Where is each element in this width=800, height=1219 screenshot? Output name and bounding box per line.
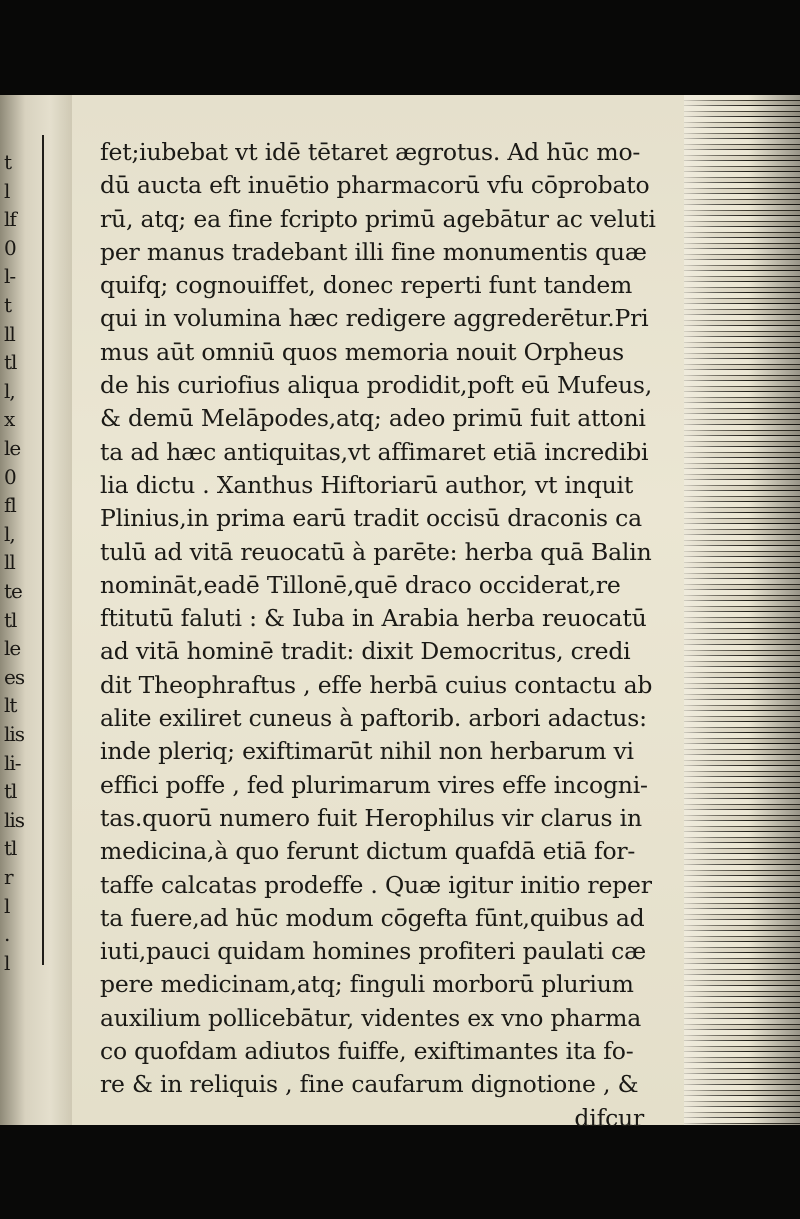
gutter-shadow xyxy=(684,95,800,1125)
facing-page-fragment: r xyxy=(4,865,13,889)
facing-page-fragment: l- xyxy=(4,264,16,289)
text-line: de his curiofius aliqua prodidit,poft eū Mufeus, xyxy=(100,371,653,400)
facing-page-fragment: ll xyxy=(4,321,15,346)
facing-page-fragment: lis xyxy=(4,807,25,832)
facing-page-fragment: 0 xyxy=(4,235,16,260)
facing-page-fragment: l, xyxy=(4,378,15,403)
text-line: nomināt,eadē Tillonē,quē draco occiderat,re xyxy=(100,570,621,599)
text-line: tas.quorū numero fuit Herophilus vir clarus in xyxy=(100,803,642,832)
facing-page-fragment: ll xyxy=(4,550,15,575)
facing-page-fragment: te xyxy=(4,579,22,603)
facing-page-fragment: le xyxy=(4,636,21,661)
text-line: alite exiliret cuneus à paftorib. arbori adactus: xyxy=(100,704,647,733)
facing-page-fragment: lt xyxy=(4,693,17,718)
catchword: difcur xyxy=(574,1103,644,1132)
text-line: re & in reliquis , fine caufarum dignotione , & xyxy=(100,1070,639,1099)
facing-page-fragment: x xyxy=(4,407,15,432)
facing-page-fragment: tl xyxy=(4,779,17,804)
scan-bottom-border xyxy=(0,1125,800,1219)
facing-page-fragment: tl xyxy=(4,836,17,861)
facing-page-rule xyxy=(42,135,44,965)
latin-text-body xyxy=(100,136,700,1135)
text-line: taffe calcatas prodeffe . Quæ igitur initio reper xyxy=(100,870,652,899)
facing-page-fragment: lis xyxy=(4,722,25,746)
text-line: co quofdam adiutos fuiffe, exiftimantes ita fo- xyxy=(100,1037,634,1066)
facing-page-fragment: tl xyxy=(4,607,17,632)
facing-page-fragment: l xyxy=(4,950,10,975)
text-line: fet;iubebat vt idē tētaret ægrotus. Ad hūc mo- xyxy=(100,138,641,166)
facing-page-fragment: l, xyxy=(4,521,15,546)
text-line: qui in volumina hæc redigere aggrederētur.Pri xyxy=(100,304,649,333)
facing-page-fragment: fl xyxy=(4,493,16,518)
scan-top-border xyxy=(0,0,800,95)
text-line: & demū Melāpodes,atq; adeo primū fuit attoni xyxy=(100,404,646,433)
text-line: dit Theophraftus , effe herbā cuius contactu ab xyxy=(100,670,653,699)
text-line: ftitutū faluti : & Iuba in Arabia herba reuocatū xyxy=(100,604,647,633)
facing-page-fragment: t xyxy=(4,150,12,174)
text-line: tulū ad vitā reuocatū à parēte: herba quā Balin xyxy=(100,537,652,566)
facing-page-fragment: lf xyxy=(4,207,16,232)
facing-page-fragment: t xyxy=(4,293,12,317)
facing-page-fragment: . xyxy=(4,922,10,947)
text-line: ta fuere,ad hūc modum cōgefta fūnt,quibus ad xyxy=(100,903,645,932)
text-line: medicina,à quo ferunt dictum quafdā etiā for- xyxy=(100,837,636,866)
text-line: dū aucta eft inuētio pharmacorū vfu cōprobato xyxy=(100,171,650,200)
text-line: pere medicinam,atq; finguli morborū plurium xyxy=(100,970,634,999)
text-line: auxilium pollicebātur, videntes ex vno pharma xyxy=(100,1003,642,1032)
text-line: ad vitā hominē tradit: dixit Democritus, credi xyxy=(100,637,631,666)
facing-page-fragment: es xyxy=(4,664,25,689)
text-line: per manus tradebant illi fine monumentis quæ xyxy=(100,237,647,266)
facing-page-fragment: l xyxy=(4,893,10,918)
text-line: ta ad hæc antiquitas,vt affimaret etiā incredibi xyxy=(100,437,649,466)
text-line: effici poffe , fed plurimarum vires effe incogni- xyxy=(100,770,648,799)
text-line: quifq; cognouiffet, donec reperti funt tandem xyxy=(100,271,633,300)
text-line: inde pleriq; exiftimarūt nihil non herbarum vi xyxy=(100,737,634,766)
facing-page-fragment: le xyxy=(4,436,21,460)
text-line: mus aūt omniū quos memoria nouit Orpheus xyxy=(100,337,625,366)
text-line: iuti,pauci quidam homines profiteri paulati cæ xyxy=(100,937,646,966)
facing-page-fragment: 0 xyxy=(4,464,16,489)
facing-page-fragment: tl xyxy=(4,350,17,375)
text-line: lia dictu . Xanthus Hiftoriarū author, vt inquit xyxy=(100,470,634,499)
facing-page-fragment: li- xyxy=(4,750,21,775)
text-line: Plinius,in prima earū tradit occisū draconis ca xyxy=(100,504,642,533)
facing-page-fragment: l xyxy=(4,178,10,203)
text-line: rū, atq; ea fine fcripto primū agebātur ac veluti xyxy=(100,204,656,233)
